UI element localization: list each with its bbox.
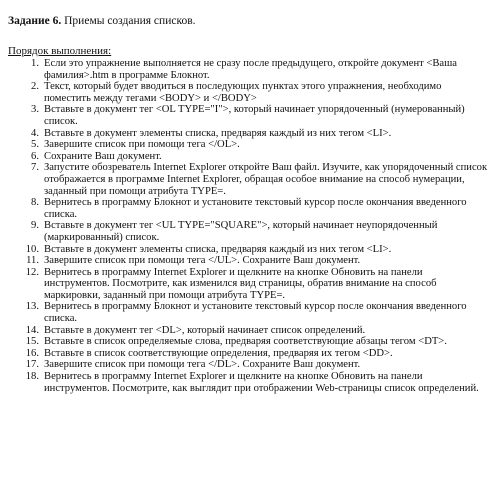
step-number: 18. (25, 371, 39, 383)
step-number: 17. (25, 359, 39, 371)
list-item (8, 244, 494, 256)
step-text: Вставьте в документ тег <DL>, который начинает список определений. (44, 324, 366, 336)
step-text: Вставьте в документ тег <UL TYPE="SQUARE">, который начинает неупорядоченный (маркированный) список. (44, 220, 438, 243)
list-item (8, 348, 494, 360)
step-number: 15. (25, 336, 39, 348)
list-item (8, 336, 494, 348)
list-item (8, 301, 494, 324)
step-number: 2. (31, 81, 39, 93)
step-number: 4. (31, 127, 39, 139)
list-item (8, 104, 494, 127)
step-number: 13. (25, 301, 39, 313)
step-number: 14. (25, 324, 39, 336)
step-text: Вставьте в документ элементы списка, предваряя каждый из них тегом <LI>. (44, 243, 392, 255)
step-text: Сохраните Ваш документ. (44, 150, 162, 162)
step-text: Вернитесь в программу Блокнот и установите текстовый курсор после окончания введенного списка. (44, 197, 467, 220)
steps-list (8, 58, 494, 394)
list-item (8, 255, 494, 267)
step-number: 16. (25, 347, 39, 359)
list-item (8, 151, 494, 163)
section-title: Порядок выполнения: (8, 45, 112, 57)
step-text: Вернитесь в программу Блокнот и установите текстовый курсор после окончания введенного списка. (44, 301, 467, 325)
task-heading (8, 14, 494, 28)
step-text: Вернитесь в программу Internet Explorer и щелкните на кнопке Обновить на панели инструментов. Посмотрите, как выглядит при отображении Web-страницы список определений. (44, 371, 479, 394)
list-item (8, 359, 494, 371)
step-number: 7. (31, 162, 39, 174)
step-text: Вставьте в документ элементы списка, предваряя каждый из них тегом <LI>. (44, 127, 392, 139)
list-item (8, 58, 494, 81)
list-item (8, 139, 494, 151)
step-number: 8. (31, 197, 39, 209)
step-text: Завершите список при помощи тега </UL>. Сохраните Ваш документ. (44, 255, 361, 267)
step-text: Запустите обозреватель Internet Explorer откройте Ваш файл. Изучите, как упорядоченный список отображается в программе Internet Explorer, обращая особое внимание на способ нумерации, заданный при помощи атрибута TYPE=. (44, 162, 488, 197)
list-item (8, 220, 494, 243)
step-number: 3. (31, 104, 39, 116)
step-text: Завершите список при помощи тега </OL>. (44, 139, 240, 151)
list-item (8, 162, 494, 197)
list-item (8, 128, 494, 140)
list-item (8, 371, 494, 394)
list-item (8, 81, 494, 104)
step-text: Вставьте в список определяемые слова, предваряя соответствующие абзацы тегом <DT>. (44, 336, 447, 348)
list-item (8, 267, 494, 302)
task-label: Задание 6. (8, 15, 62, 27)
step-text: Вставьте в список соответствующие определения, предваряя их тегом <DD>. (44, 347, 393, 359)
step-text: Завершите список при помощи тега </DL>. Сохраните Ваш документ. (44, 359, 361, 371)
task-title: Приемы создания списков. (61, 15, 196, 27)
step-text: Вставьте в документ тег <OL TYPE="I">, который начинает упорядоченный (нумерованный) список. (44, 104, 465, 127)
step-text: Текст, который будет вводиться в последующих пунктах этого упражнения, необходимо поместить между тегами <BODY> и </BODY> (44, 81, 442, 104)
step-text: Вернитесь в программу Internet Explorer и щелкните на кнопке Обновить на панели инструментов. Посмотрите, как изменился вид страницы, обратив внимание на способ маркировки, заданный при помощи атрибута TYPE=. (44, 266, 437, 301)
step-number: 5. (31, 139, 39, 151)
step-number: 12. (25, 266, 39, 278)
step-number: 11. (26, 255, 39, 267)
step-number: 10. (25, 243, 39, 255)
step-number: 9. (31, 220, 39, 232)
list-item (8, 325, 494, 337)
step-text: Если это упражнение выполняется не сразу после предыдущего, откройте документ <Ваша фамилия>.htm в программе Блокнот. (44, 58, 457, 81)
list-item (8, 197, 494, 220)
step-number: 1. (31, 58, 39, 69)
step-number: 6. (31, 150, 39, 162)
